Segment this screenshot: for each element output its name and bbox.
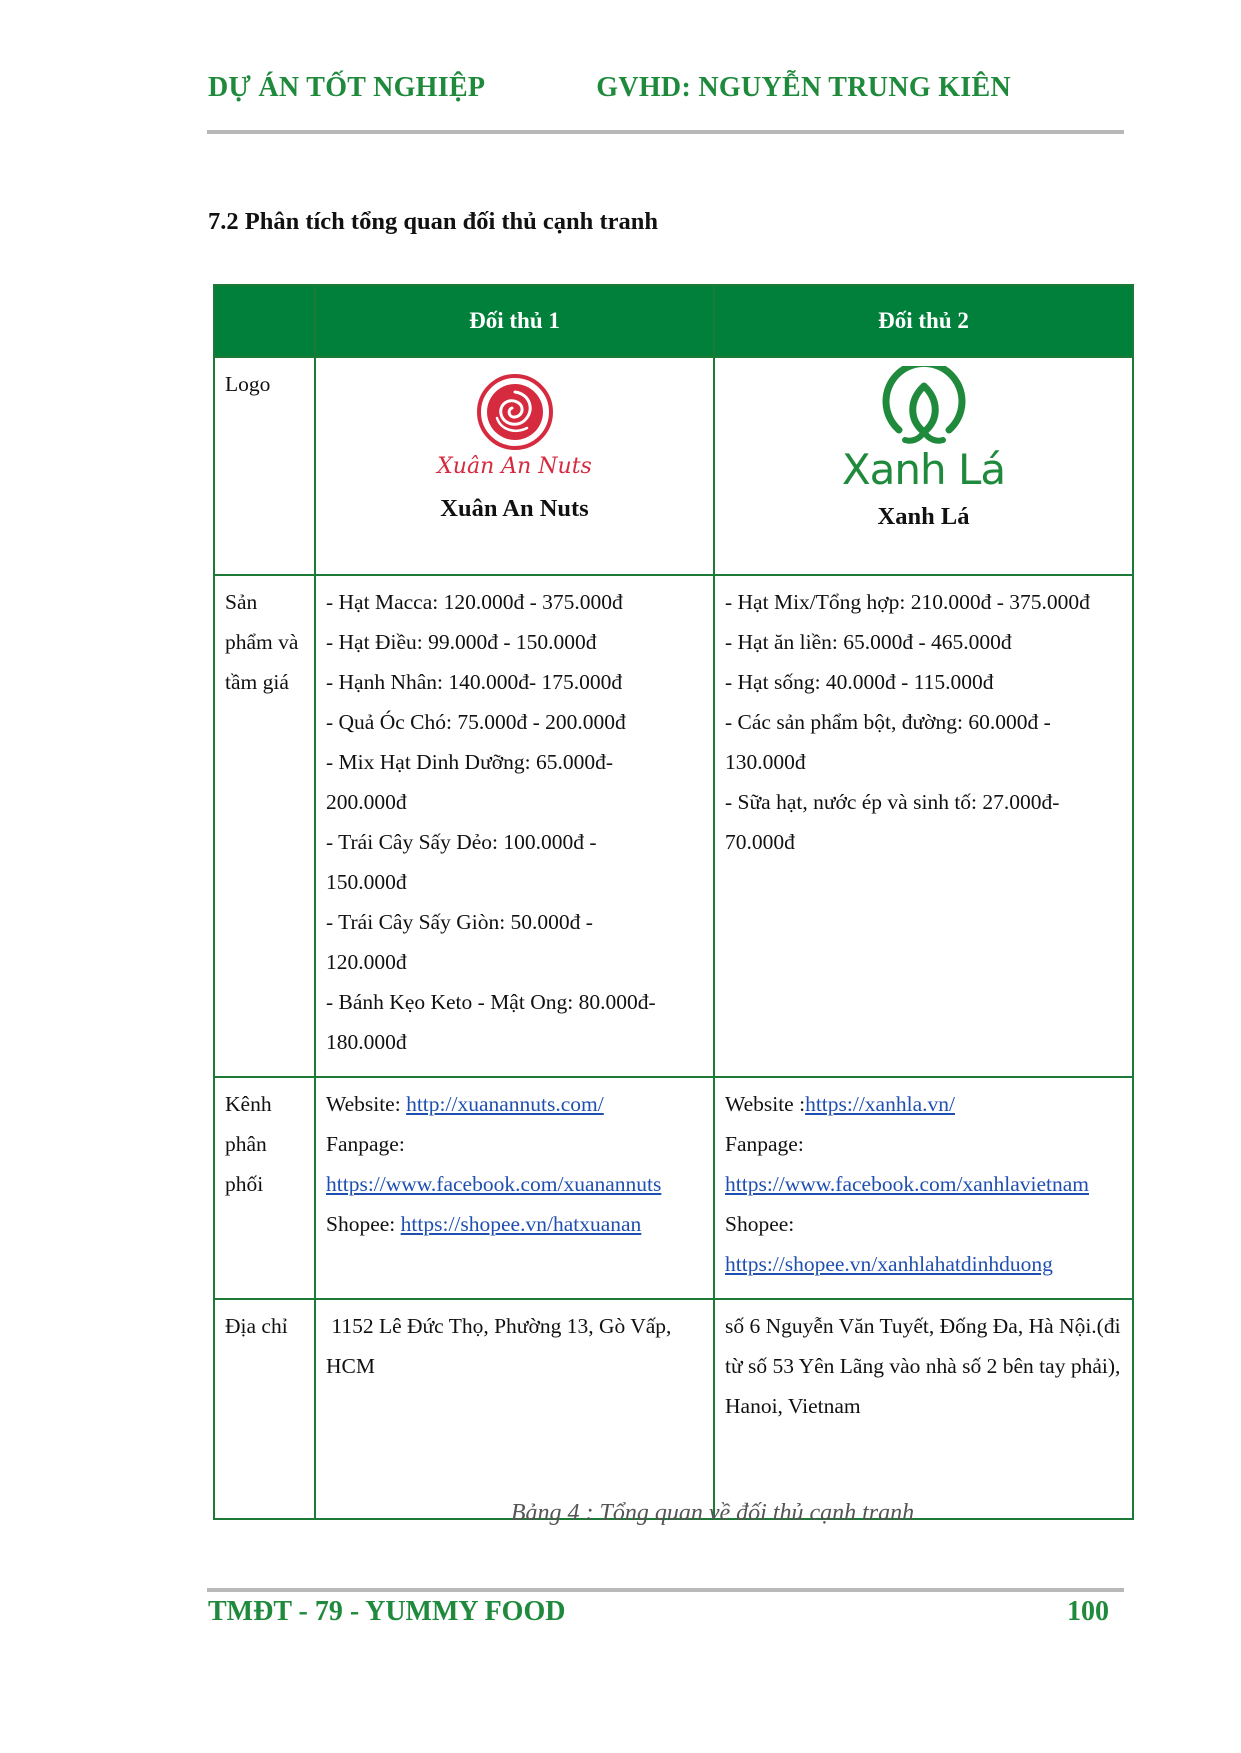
shopee-label: Shopee:: [326, 1212, 401, 1236]
website-label: Website:: [326, 1092, 407, 1116]
list-item: 130.000đ: [725, 750, 806, 774]
list-item: - Các sản phẩm bột, đường: 60.000đ -: [725, 710, 1051, 734]
row-label-channels: Kênh phân phối: [214, 1077, 315, 1299]
header-cell-competitor-1: Đối thủ 1: [315, 285, 714, 357]
address-cell-competitor-2: số 6 Nguyễn Văn Tuyết, Đống Đa, Hà Nội.(đi từ số 53 Yên Lãng vào nhà số 2 bên tay phải), Hanoi, Vietnam: [714, 1299, 1133, 1519]
shopee-link[interactable]: https://shopee.vn/xanhlahatdinhduong: [725, 1252, 1053, 1276]
list-item: 150.000đ: [326, 870, 407, 894]
page-header: [208, 72, 1011, 112]
table-row-channels: [214, 1077, 1133, 1299]
list-item: 70.000đ: [725, 830, 795, 854]
list-item: - Mix Hạt Dinh Dưỡng: 65.000đ-: [326, 750, 613, 774]
shopee-link[interactable]: https://shopee.vn/hatxuanan: [400, 1212, 642, 1236]
table-row-logo: [214, 357, 1133, 575]
footer-project-name: TMĐT - 79 - YUMMY FOOD: [208, 1596, 566, 1627]
list-item: - Hạt Điều: 99.000đ - 150.000đ: [326, 630, 597, 654]
list-item: - Hạt sống: 40.000đ - 115.000đ: [725, 670, 994, 694]
list-item: - Hạnh Nhân: 140.000đ- 175.000đ: [326, 670, 623, 694]
fanpage-link[interactable]: https://www.facebook.com/xuanannuts: [326, 1172, 662, 1196]
logo-cell-competitor-2: [714, 357, 1133, 575]
header-supervisor: GVHD: NGUYỄN TRUNG KIÊN: [596, 72, 1011, 103]
fanpage-label: Fanpage:: [326, 1132, 405, 1156]
header-cell-competitor-2: Đối thủ 2: [714, 285, 1133, 357]
products-cell-competitor-2: [714, 575, 1133, 1077]
channels-cell-competitor-1: [315, 1077, 714, 1299]
channels-cell-competitor-2: [714, 1077, 1133, 1299]
competitor-table: [213, 284, 1134, 1520]
list-item: - Trái Cây Sấy Dẻo: 100.000đ -: [326, 830, 597, 854]
header-cell-empty: [214, 285, 315, 357]
header-divider: [207, 130, 1124, 134]
website-link[interactable]: http://xuanannuts.com/: [406, 1092, 604, 1116]
xanh-la-logo-wordmark: Xanh Lá: [841, 445, 1006, 494]
table-row-address: [214, 1299, 1133, 1519]
xanh-la-leaf-logo-icon: [879, 366, 969, 448]
list-item: 120.000đ: [326, 950, 407, 974]
list-item: - Sữa hạt, nước ép và sinh tố: 27.000đ-: [725, 790, 1060, 814]
shopee-line: [326, 1204, 703, 1244]
row-label-products: Sản phẩm và tầm giá: [214, 575, 315, 1077]
website-link[interactable]: https://xanhla.vn/: [805, 1092, 955, 1116]
section-title: 7.2 Phân tích tổng quan đối thủ cạnh tranh: [208, 208, 658, 235]
website-line: [725, 1084, 1122, 1124]
table-header-row: [214, 285, 1133, 357]
list-item: - Hạt Mix/Tổng hợp: 210.000đ - 375.000đ: [725, 590, 1090, 614]
list-item: - Hạt ăn liền: 65.000đ - 465.000đ: [725, 630, 1012, 654]
table-row-products: [214, 575, 1133, 1077]
fanpage-label: Fanpage:: [725, 1132, 804, 1156]
logo-cell-competitor-1: [315, 357, 714, 575]
list-item: - Hạt Macca: 120.000đ - 375.000đ: [326, 590, 623, 614]
website-line: [326, 1084, 703, 1124]
footer-divider: [207, 1588, 1124, 1592]
shopee-label: Shopee:: [725, 1212, 795, 1236]
list-item: - Bánh Kẹo Keto - Mật Ong: 80.000đ-: [326, 990, 656, 1014]
list-item: 180.000đ: [326, 1030, 407, 1054]
competitor-2-name: Xanh Lá: [877, 503, 970, 530]
xuan-an-script-logo-text: Xuân An Nuts: [437, 454, 592, 479]
fanpage-link[interactable]: https://www.facebook.com/xanhlavietnam: [725, 1172, 1090, 1196]
list-item: 200.000đ: [326, 790, 407, 814]
table-caption: Bảng 4 : Tổng quan về đối thủ cạnh tranh: [510, 1500, 915, 1526]
row-label-address: Địa chỉ: [214, 1299, 315, 1519]
row-label-logo: Logo: [214, 357, 315, 575]
website-label: Website :: [725, 1092, 806, 1116]
page-number: 100: [1067, 1596, 1109, 1627]
rose-logo-icon: [475, 372, 555, 452]
header-project-title: DỰ ÁN TỐT NGHIỆP: [208, 72, 486, 103]
competitor-1-name: Xuân An Nuts: [440, 495, 589, 522]
products-cell-competitor-1: [315, 575, 714, 1077]
list-item: - Quả Óc Chó: 75.000đ - 200.000đ: [326, 710, 626, 734]
list-item: - Trái Cây Sấy Giòn: 50.000đ -: [326, 910, 593, 934]
address-cell-competitor-1: 1152 Lê Đức Thọ, Phường 13, Gò Vấp, HCM: [315, 1299, 714, 1519]
